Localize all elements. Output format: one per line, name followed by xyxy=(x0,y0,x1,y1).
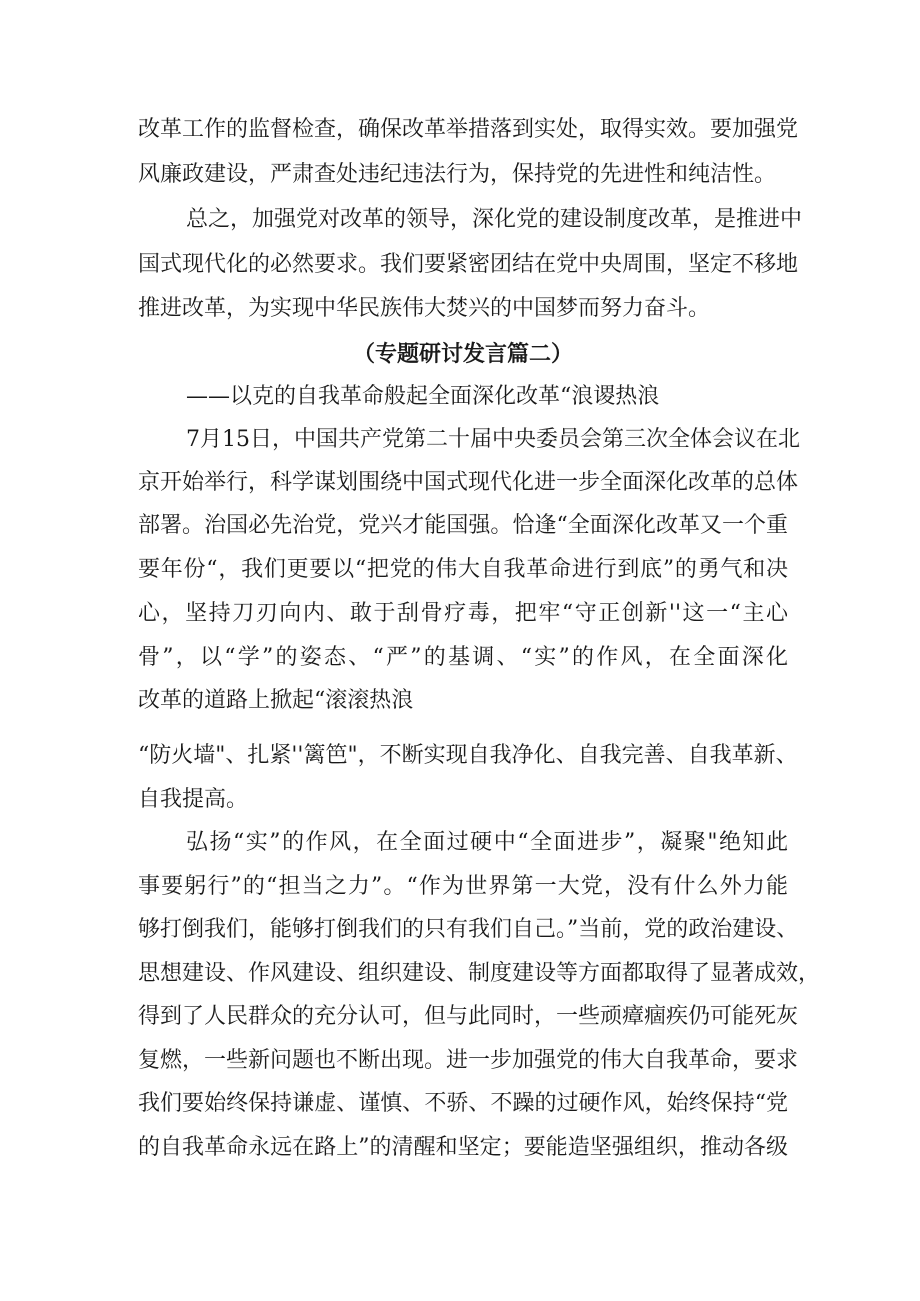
text-line: 改革工作的监督检查，确保改革举措落到实处，取得实效。要加强党 xyxy=(138,117,799,142)
text-line: 推进改革，为实现中华民族伟大焚兴的中国梦而努力奋斗。 xyxy=(138,296,711,321)
text-line: 总之，加强党对改革的领导，深化党的建设制度改革，是推进中 xyxy=(186,207,803,232)
text-line: 的自我革命永远在路上”的清醒和坚定；要能造坚强组织，推动各级 xyxy=(138,1135,788,1160)
text-line: 思想建设、作风建设、组织建设、制度建设等方面都取得了显著成效， xyxy=(138,961,821,986)
text-line: 得到了人民群众的充分认可，但与此同时，一些顽瘴痼疾仍可能死灰 xyxy=(138,1004,799,1029)
text-line: 弘扬“实”的作风，在全面过硬中“全面进步”，凝聚"绝知此 xyxy=(186,830,788,855)
text-line: 我们要始终保持谦虚、谨慎、不骄、不躁的过硬作风，始终保持“党 xyxy=(138,1091,788,1116)
text-line: 骨”，以“学”的姿态、“严”的基调、“实”的作风，在全面深化 xyxy=(138,645,788,670)
text-line: 7月15日，中国共产党第二十届中央委员会第三次全体会议在北 xyxy=(186,427,800,452)
text-line: 复燃，一些新问题也不断出现。进一步加强党的伟大自我革命，要求 xyxy=(138,1048,799,1073)
text-line: 事要躬行”的“担当之力”。“作为世界第一大党，没有什么外力能 xyxy=(138,874,788,899)
text-line: “防火墙"、扎紧''篱笆"，不断实现自我净化、自我完善、自我革新、 xyxy=(138,743,798,768)
text-line: 心，坚持刀刃向内、敢于刮骨疗毒，把牢“守正创新''这一“主心 xyxy=(138,601,788,626)
text-line: 够打倒我们，能够打倒我们的只有我们自己。”当前，党的政治建设、 xyxy=(138,917,799,942)
text-line: 改革的道路上掀起“滚滚热浪 xyxy=(138,688,414,713)
section-heading: （专题研讨发言篇二） xyxy=(352,341,573,367)
text-line: 部署。治国必先治党，党兴才能国强。恰逢“全面深化改革又一个重 xyxy=(138,513,788,538)
section-subtitle: ——以克的自我革命般起全面深化改革“浪谡热浪 xyxy=(186,384,660,409)
text-line: 要年份“，我们更要以“把党的伟大自我革命进行到底”的勇气和决 xyxy=(138,557,788,582)
text-line: 风廉政建设，严肃查处违纪违法行为，保持党的先进性和纯洁性。 xyxy=(138,162,777,187)
text-line: 京开始举行，科学谋划围绕中国式现代化进一步全面深化改革的总体 xyxy=(138,470,799,495)
text-line: 自我提高。 xyxy=(138,787,249,812)
text-line: 国式现代化的必然要求。我们要紧密团结在党中央周围，坚定不移地 xyxy=(138,252,799,277)
